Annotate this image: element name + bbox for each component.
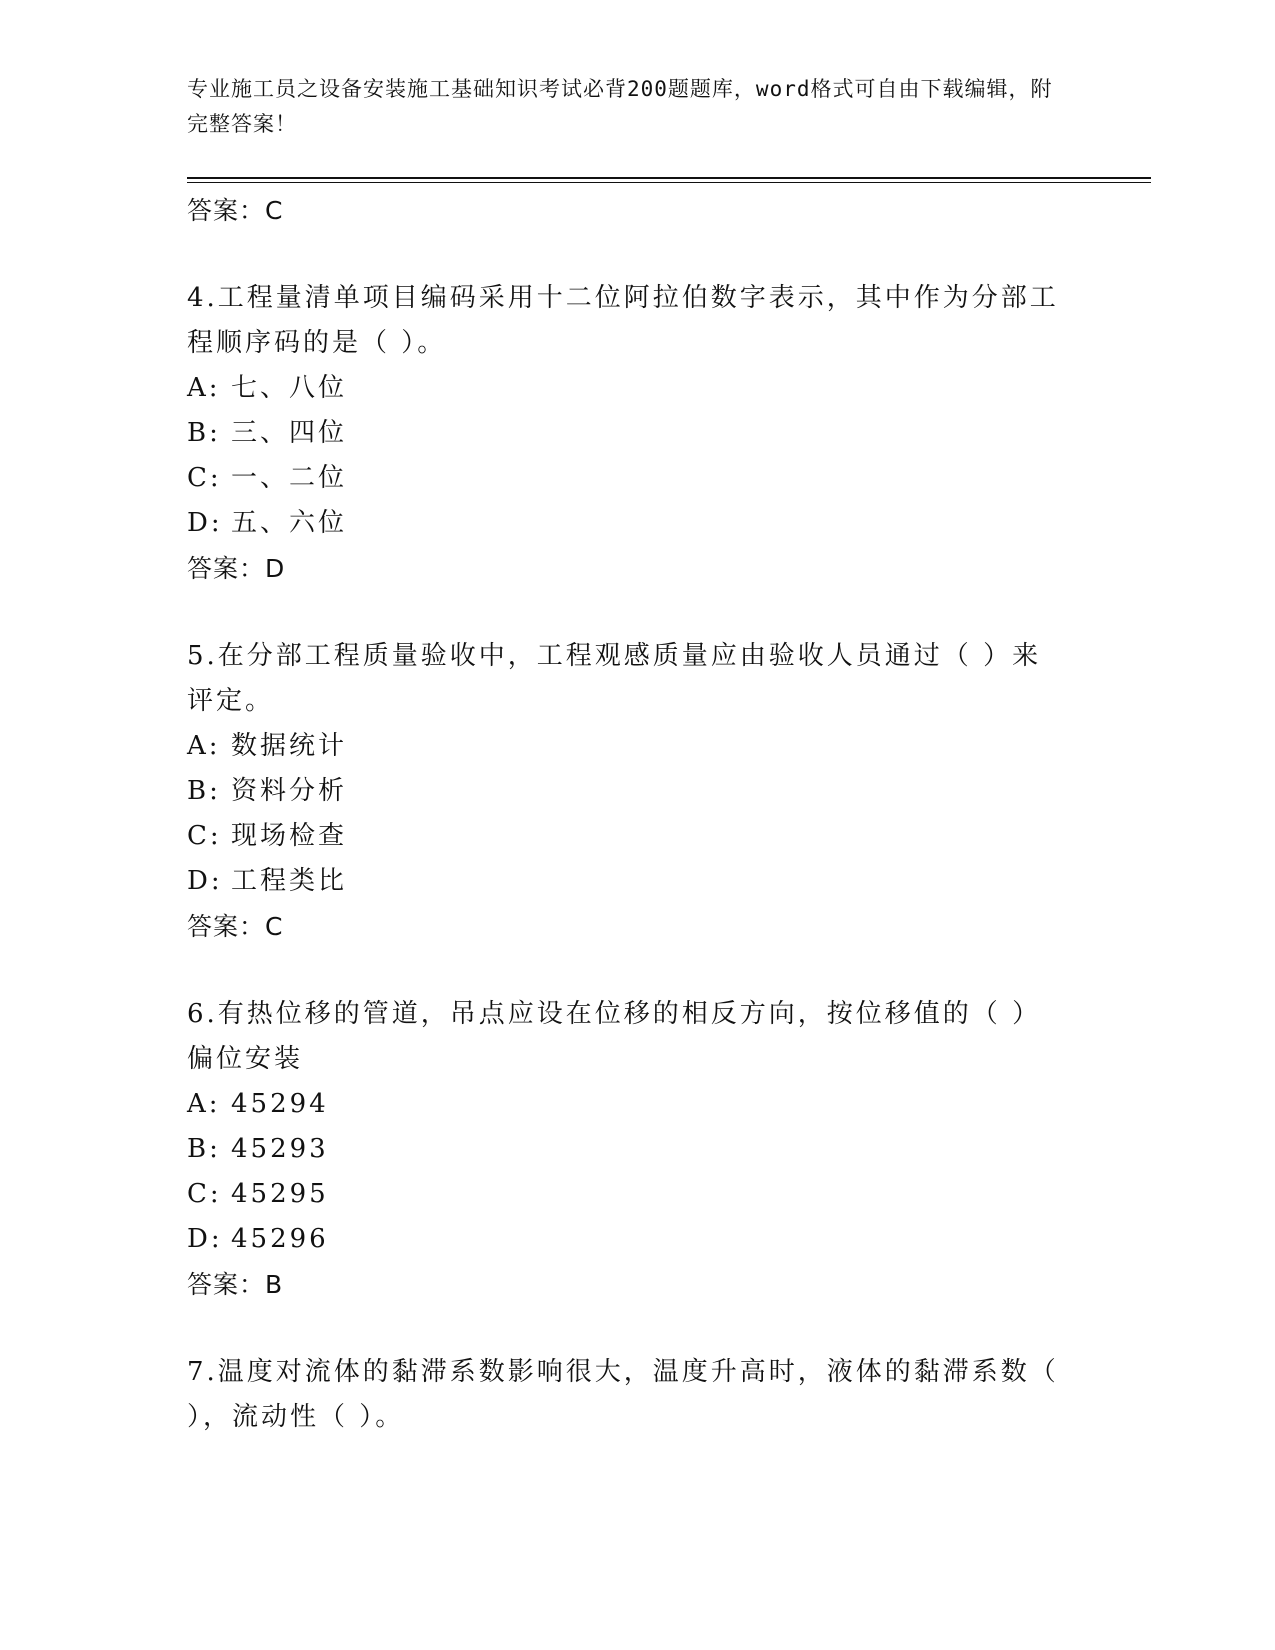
option-b [187,769,1087,814]
option-text: 资料分析 [231,776,348,806]
answer-line: 答案：B [187,1270,284,1299]
option-b [187,411,1087,456]
option-c [187,1172,1087,1217]
answer-line: 答案：C [187,196,284,225]
question-block [187,1350,1087,1440]
option-c [187,456,1087,501]
header-rule-thin [187,182,1151,183]
option-text: 45293 [231,1134,329,1164]
option-label: B: [187,1134,221,1164]
option-label: D: [187,508,223,538]
option-a [187,366,1087,411]
option-label: C: [187,1179,222,1209]
option-text: 工程类比 [231,866,348,896]
option-d [187,501,1087,546]
question-block [187,634,1087,949]
option-text: 三、四位 [231,418,348,448]
question-text: 5.在分部工程质量验收中，工程观感质量应由验收人员通过（ ）来评定。 [187,641,1042,716]
option-label: C: [187,821,222,851]
option-label: A: [187,1089,221,1119]
option-d [187,859,1087,904]
option-a [187,1082,1087,1127]
question-text: 4.工程量清单项目编码采用十二位阿拉伯数字表示，其中作为分部工程顺序码的是（ ）。 [187,283,1059,358]
option-label: B: [187,418,221,448]
option-text: 45294 [231,1089,329,1119]
option-label: A: [187,731,221,761]
question-text: 7.温度对流体的黏滞系数影响很大，温度升高时，液体的黏滞系数（ ），流动性（ ）。 [187,1357,1059,1432]
option-label: D: [187,1224,223,1254]
option-label: B: [187,776,221,806]
answer-line: 答案：C [187,912,284,941]
option-label: A: [187,373,221,403]
option-c [187,814,1087,859]
option-a [187,724,1087,769]
option-b [187,1127,1087,1172]
question-block [187,992,1087,1307]
question-list [187,188,1087,1440]
option-text: 45296 [231,1224,329,1254]
question-text: 6.有热位移的管道，吊点应设在位移的相反方向，按位移值的（ ）偏位安装 [187,999,1042,1074]
option-d [187,1217,1087,1262]
option-text: 五、六位 [231,508,348,538]
header-rule-thick [187,177,1151,179]
option-text: 数据统计 [231,731,348,761]
option-label: C: [187,463,222,493]
option-text: 现场检查 [231,821,348,851]
option-label: D: [187,866,223,896]
option-text: 七、八位 [231,373,348,403]
answer-line: 答案：D [187,554,286,583]
option-text: 45295 [231,1179,329,1209]
question-block [187,276,1087,591]
page-header: 专业施工员之设备安装施工基础知识考试必背200题题库，word格式可自由下载编辑，附完整答案！ [187,77,1053,136]
option-text: 一、二位 [231,463,348,493]
